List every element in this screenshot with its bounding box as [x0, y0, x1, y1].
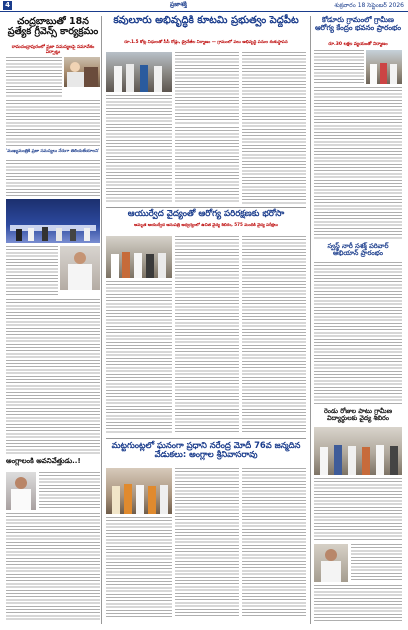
mid-article-body-6: [242, 236, 306, 434]
right-article-body-1: [314, 50, 364, 84]
mid-article-body-4: [175, 127, 239, 203]
left-article-body-6: [39, 472, 100, 510]
left-subhead: రామచంద్రాపురంలో ప్రజా సమస్యలపై సమావేశం ఏర్పాట్లు: [11, 45, 95, 56]
left-column: [4, 16, 102, 624]
right-column: [310, 16, 404, 624]
right-article-body-4: [314, 478, 402, 540]
left-bottom-photo: [6, 472, 36, 510]
mid-divider-2: [106, 438, 306, 439]
right-headline: కోడూరు గ్రామంలో గ్రామీణ ఆరోగ్య కేంద్రం భవనం ప్రారంభం: [314, 15, 402, 32]
right-article-body-5: [351, 544, 402, 582]
mid-article-body-8: [175, 468, 239, 618]
mid-article-body-2: [242, 52, 306, 204]
masthead: ప్రజాశక్తి: [170, 1, 187, 8]
left-article-body-5: [6, 299, 100, 455]
mid-subhead: రూ.1.5 కోట్ల నిధులతో సీసీ రోడ్లు, డ్రైనేజీల నిర్మాణం — గ్రామంలో పలు అభివృద్ధి పనుల శంకుస్థాపన: [124, 39, 288, 44]
right-headline-2: స్వస్థ్ నారీ సశక్త్ పరివార్ అభియాన్ ప్రారంభం: [327, 242, 389, 257]
mid-headline-3: మట్టగుంట్లలో ఘనంగా ప్రధాని నరేంద్ర మోదీ 76వ జన్మదిన వేడుకలు: అంగ్లాల శ్రీనివాసరావు: [111, 440, 301, 459]
right-subhead: రూ.30 లక్షల వ్యయంతో నిర్మాణం: [328, 42, 388, 47]
left-article-body-7: [6, 513, 100, 621]
left-article-body-3: [6, 160, 100, 196]
mid-headline: కవులూరు అభివృద్ధికి కూటమి ప్రభుత్వం పెద్దపీట: [113, 15, 299, 26]
right-headline-3: రెండు రోజుల పాటు గ్రామీణ విద్యార్థులకు వైద్య శిబిరం: [324, 407, 392, 422]
left-article-body-1: [6, 57, 62, 97]
mid-headline-2: ఆయుర్వేద వైద్యంతో ఆరోగ్య పరిరక్షణకు భరోసా: [127, 209, 285, 219]
left-quote: 'ముఖ్యమంత్రికి ప్రజా సమస్యలు నేరుగా తెలియజేయాలని': [6, 148, 100, 153]
mid-article-body-1: [175, 52, 239, 124]
medical-camp-photo: [106, 236, 172, 278]
foundation-ceremony-photo: [106, 52, 172, 92]
mid-subhead-2: అమృత ఆయుర్వేద ఆసుపత్రి ఆధ్వర్యంలో ఉచిత వైద్య శిబిరం, 575 మందికి వైద్య పరీక్షలు: [134, 222, 278, 227]
right-article-body-2: [314, 87, 402, 239]
health-centre-photo: [366, 50, 402, 84]
right-article-body-6: [314, 585, 402, 621]
mid-article-body-7: [106, 281, 172, 434]
mid-article-body-3: [106, 95, 172, 203]
left-article-body-4: [6, 246, 58, 296]
meeting-photo: [64, 57, 100, 87]
middle-column: [106, 16, 306, 624]
left-headline: చంద్రబాబుతో 18న ప్రత్యేక గ్రీవెన్స్ కార్యక్రమం: [7, 16, 99, 37]
speaker-photo: [60, 246, 100, 290]
mid-article-body-5: [175, 236, 239, 434]
right-bottom-photo: [314, 544, 348, 582]
mid-article-body-9: [242, 468, 306, 618]
left-bottom-headline: అంగ్లాలంకి అవనివేత్తుడు..!: [6, 457, 81, 465]
mid-divider-1: [106, 207, 306, 208]
birthday-celebration-photo: [106, 468, 172, 514]
event-banner-photo: [6, 199, 100, 243]
right-article-body-3: [314, 262, 402, 404]
page-header: [0, 0, 408, 12]
page-date: శుక్రవారం 18 సెప్టెంబర్ 2026: [334, 2, 404, 9]
student-camp-photo: [314, 427, 402, 475]
left-article-body-2: [6, 100, 100, 146]
mid-article-body-10: [106, 517, 172, 618]
page-number: 4: [3, 1, 12, 10]
